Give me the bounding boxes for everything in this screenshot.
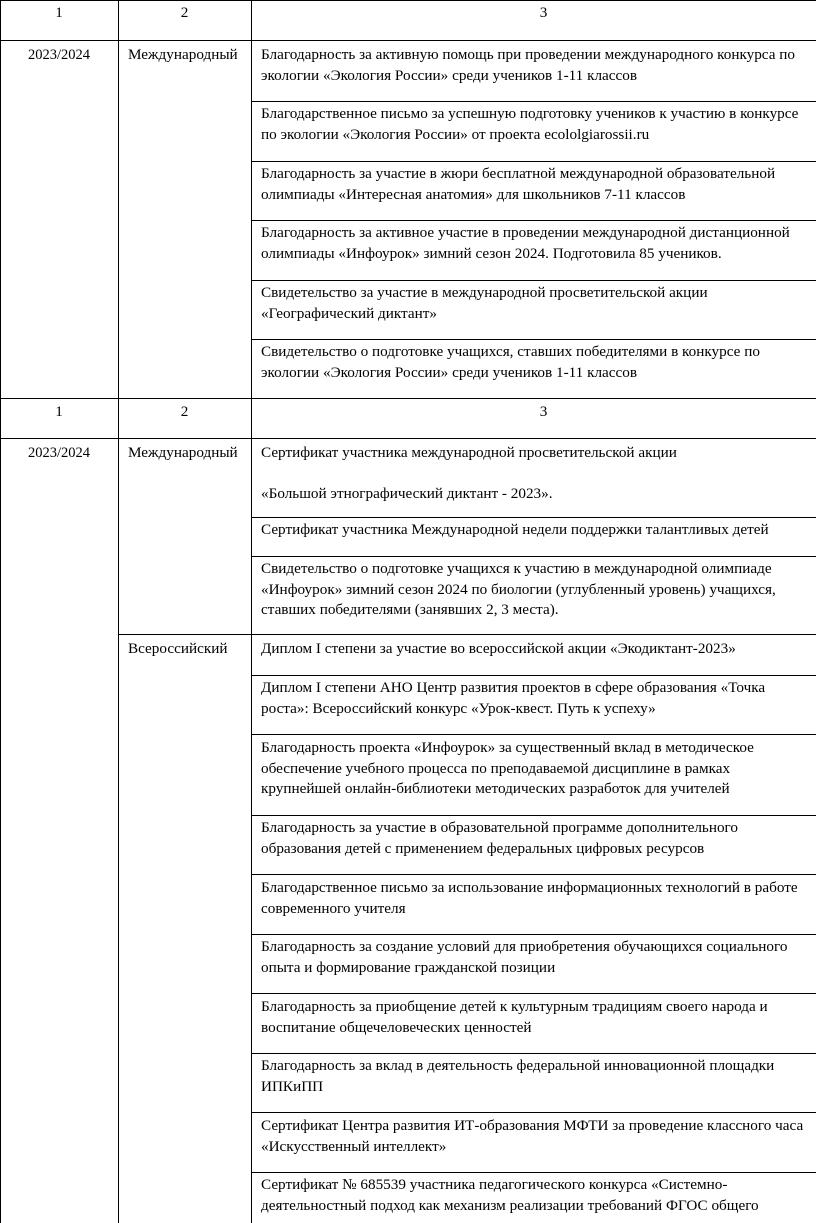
header-col-1: 1 (55, 4, 63, 21)
row-divider (251, 556, 816, 557)
list-item: Свидетельство о подготовке учащихся, ставших победителями в конкурсе по экологии «Экология России» среди учеников 1-11 классов (261, 343, 760, 381)
year-cell: 2023/2024 (27, 47, 91, 63)
list-item: Сертификат № 685539 участника педагогического конкурса «Системно- деятельностный подход как механизм реализации требований ФГОС общего (261, 1176, 759, 1214)
intl-ru-divider (118, 634, 816, 635)
col-divider-1 (118, 0, 119, 1223)
list-item: Благодарственное письмо за использование информационных технологий в работе современного учителя (261, 879, 798, 917)
list-item: Сертификат Центра развития ИТ-образования МФТИ за проведение классного часа «Искусственный интеллект» (261, 1117, 804, 1155)
row-divider (251, 1053, 816, 1054)
header-col-3: 3 (539, 4, 548, 21)
list-item: Сертификат участника Международной недели поддержки талантливых детей (261, 521, 769, 538)
level-cell: Всероссийский (128, 640, 228, 657)
row-divider (251, 339, 816, 340)
header-2-bottom-border (0, 438, 816, 439)
list-item: Благодарность за создание условий для приобретения обучающихся социального опыта и формирование гражданской позиции (261, 938, 788, 976)
row-divider (251, 734, 816, 735)
header-col-3: 3 (539, 403, 548, 420)
level-cell: Международный (128, 46, 238, 63)
list-item: Благодарственное письмо за успешную подготовку учеников к участию в конкурсе по экологии «Экология России» от проекта ecololgiarossii.ru (261, 105, 799, 143)
list-item: Благодарность проекта «Инфоурок» за существенный вклад в методическое обеспечение учебного процесса по преподаваемой дисциплине в рамках крупнейшей онлайн-библиотеки методических разработок для учителей (261, 739, 754, 797)
block-1-bottom-border (0, 398, 816, 399)
row-divider (251, 280, 816, 281)
row-divider (251, 220, 816, 221)
list-item: Свидетельство за участие в международной просветительской акции «Географический диктант» (261, 284, 708, 322)
list-item: Благодарность за участие в образовательной программе дополнительного образования детей с применением федеральных цифровых ресурсов (261, 819, 739, 857)
list-item: Благодарность за активную помощь при проведении международного конкурса по экологии «Экология России» среди учеников 1-11 классов (261, 46, 795, 84)
row-divider (251, 874, 816, 875)
header-col-2: 2 (180, 4, 189, 21)
list-item: Благодарность за вклад в деятельность федеральной инновационной площадки ИПКиПП (261, 1057, 775, 1095)
row-divider (251, 675, 816, 676)
list-item: Благодарность за приобщение детей к культурным традициям своего народа и воспитание общечеловеческих ценностей (261, 998, 768, 1036)
table-top-border (0, 0, 816, 1)
header-col-1: 1 (55, 403, 63, 420)
row-divider (251, 517, 816, 518)
list-item: Диплом I степени за участие во всероссийской акции «Экодиктант-2023» (261, 640, 736, 657)
list-item: Диплом I степени АНО Центр развития проектов в сфере образования «Точка роста»: Всероссийский конкурс «Урок-квест. Путь к успеху» (261, 679, 766, 717)
col-divider-2 (251, 0, 252, 1223)
list-item: Свидетельство о подготовке учащихся к участию в международной олимпиаде «Инфоурок» зимний сезон 2024 по биологии (углубленный уровень) учащихся, ставших победителями (занявших 2, 3 места). (261, 560, 776, 618)
row-divider (251, 1172, 816, 1173)
level-cell: Международный (128, 444, 238, 461)
row-divider (251, 993, 816, 994)
list-item: Благодарность за активное участие в проведении международной дистанционной олимпиады «Инфоурок» зимний сезон 2024. Подготовила 85 учеников. (261, 224, 790, 262)
year-cell: 2023/2024 (27, 445, 91, 461)
table-left-border (0, 0, 1, 1223)
header-col-2: 2 (180, 403, 189, 420)
row-divider (251, 934, 816, 935)
list-item: Благодарность за участие в жюри бесплатной международной образовательной олимпиады «Интересная анатомия» для школьников 7-11 классов (261, 165, 776, 203)
header-1-bottom-border (0, 40, 816, 41)
row-divider (251, 101, 816, 102)
row-divider (251, 815, 816, 816)
row-divider (251, 161, 816, 162)
list-item: Сертификат участника международной просветительской акции «Большой этнографический диктант - 2023». (261, 444, 677, 502)
row-divider (251, 1112, 816, 1113)
